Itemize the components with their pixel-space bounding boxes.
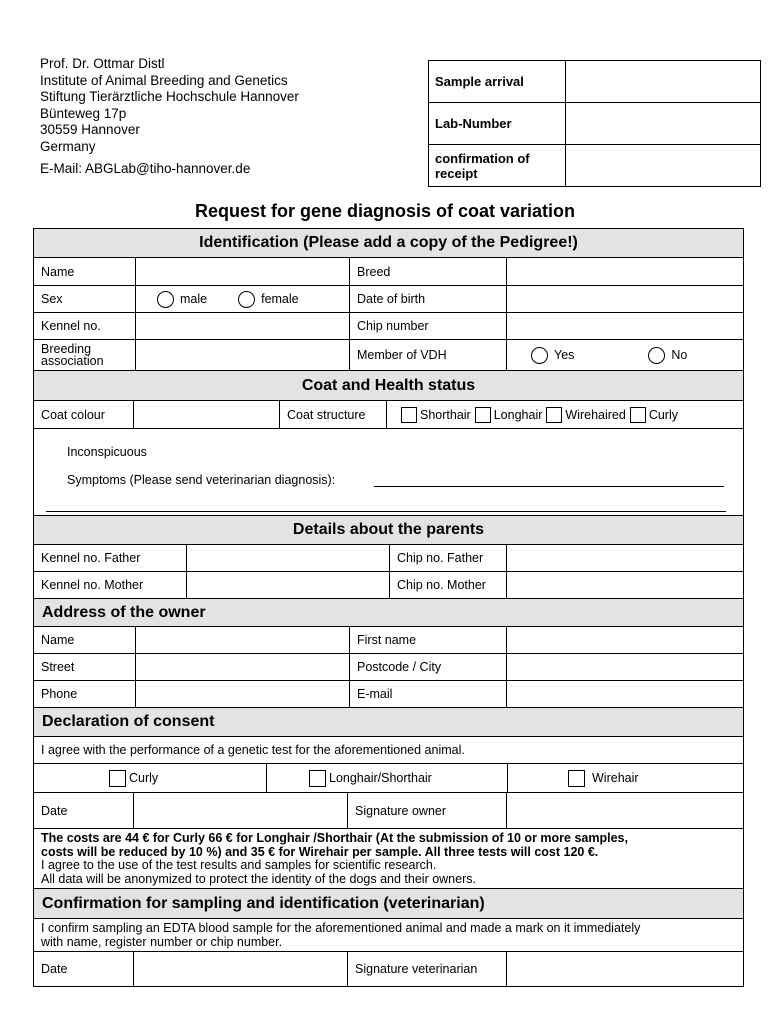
owner-first-name-label: First name <box>350 627 507 653</box>
vet-confirm-line-2: with name, register number or chip number. <box>41 935 283 949</box>
lab-box <box>428 60 761 187</box>
curly-option[interactable] <box>630 407 678 423</box>
vet-heading: Confirmation for sampling and identification (veterinarian) <box>34 889 743 919</box>
costs-note <box>34 829 743 889</box>
female-radio-icon[interactable] <box>238 291 255 308</box>
shorthair-checkbox-icon[interactable] <box>401 407 417 423</box>
chip-father-label: Chip no. Father <box>390 545 507 571</box>
coat-structure-label: Coat structure <box>280 401 387 428</box>
consent-longhair-option[interactable] <box>267 764 508 792</box>
request-form <box>33 228 744 987</box>
breeding-association-label <box>34 340 136 370</box>
parents-heading: Details about the parents <box>34 516 743 545</box>
sex-female-option[interactable] <box>238 291 299 308</box>
confirmation-receipt-label <box>429 145 566 187</box>
vet-confirmation-text <box>34 919 743 952</box>
chip-mother-field[interactable] <box>507 572 743 598</box>
kennel-mother-field[interactable] <box>187 572 390 598</box>
chip-mother-label: Chip no. Mother <box>390 572 507 598</box>
confirmation-label-line2: receipt <box>435 165 478 181</box>
date-of-birth-label: Date of birth <box>350 286 507 312</box>
owner-first-name-field[interactable] <box>507 627 743 653</box>
sender-street: Bünteweg 17p <box>40 105 127 121</box>
vdh-no-option[interactable] <box>648 347 687 364</box>
health-status-block <box>34 429 743 516</box>
sender-country: Germany <box>40 138 96 154</box>
owner-postcode-field[interactable] <box>507 654 743 680</box>
signature-owner-field[interactable] <box>507 793 743 828</box>
coat-structure-options <box>387 401 743 428</box>
member-vdh-options <box>507 340 743 370</box>
curly-checkbox-icon[interactable] <box>630 407 646 423</box>
coat-colour-label: Coat colour <box>34 401 134 428</box>
lab-number-label: Lab-Number <box>429 103 566 145</box>
sender-email: E-Mail: ABGLab@tiho-hannover.de <box>40 161 251 176</box>
sender-city: 30559 Hannover <box>40 122 140 137</box>
male-label: male <box>180 292 208 306</box>
owner-email-field[interactable] <box>507 681 743 707</box>
yes-label: Yes <box>554 348 575 362</box>
wirehaired-option[interactable] <box>546 407 625 423</box>
confirmation-receipt-field[interactable] <box>566 145 761 187</box>
consent-date-field[interactable] <box>134 793 348 828</box>
sample-arrival-label: Sample arrival <box>429 61 566 103</box>
identification-heading: Identification (Please add a copy of the Pedigree!) <box>34 229 743 258</box>
shorthair-option[interactable] <box>401 407 471 423</box>
no-radio-icon[interactable] <box>648 347 665 364</box>
owner-phone-field[interactable] <box>136 681 350 707</box>
sex-options <box>136 286 350 312</box>
lab-number-field[interactable] <box>566 103 761 145</box>
symptoms-line-1[interactable] <box>374 486 724 487</box>
sender-foundation: Stiftung Tierärztliche Hochschule Hannover <box>40 89 299 104</box>
symptoms-line-2[interactable] <box>46 511 726 512</box>
date-of-birth-field[interactable] <box>507 286 743 312</box>
confirmation-label-line1: confirmation of <box>435 150 530 166</box>
shorthair-label: Shorthair <box>420 407 471 422</box>
longhair-label: Longhair <box>493 407 543 422</box>
vet-date-label: Date <box>34 952 134 986</box>
owner-phone-label: Phone <box>34 681 136 707</box>
sex-label: Sex <box>34 286 136 312</box>
coat-health-heading: Coat and Health status <box>34 371 743 401</box>
kennel-no-field[interactable] <box>136 313 350 339</box>
breed-field[interactable] <box>507 258 743 285</box>
consent-wirehair-label: Wirehair <box>592 771 639 785</box>
agree-test-text: I agree with the performance of a genetic test for the aforementioned animal. <box>41 743 465 757</box>
vdh-yes-option[interactable] <box>531 347 574 364</box>
owner-street-label: Street <box>34 654 136 680</box>
wirehaired-label: Wirehaired <box>565 407 626 422</box>
signature-vet-label: Signature veterinarian <box>348 952 507 986</box>
sender-institute: Institute of Animal Breeding and Genetics <box>40 72 288 88</box>
wirehaired-checkbox-icon[interactable] <box>546 407 562 423</box>
document-title: Request for gene diagnosis of coat variation <box>194 201 576 221</box>
consent-curly-option[interactable] <box>34 764 267 792</box>
symptoms-label: Symptoms (Please send veterinarian diagnosis): <box>67 473 336 487</box>
kennel-father-field[interactable] <box>187 545 390 571</box>
chip-number-label: Chip number <box>350 313 507 339</box>
kennel-father-label: Kennel no. Father <box>34 545 187 571</box>
name-label: Name <box>34 258 136 285</box>
breed-label: Breed <box>350 258 507 285</box>
costs-line-2: costs will be reduced by 10 %) and 35 € for Wirehair per sample. All three tests will cost 120 €. <box>41 844 599 859</box>
consent-heading: Declaration of consent <box>34 708 743 737</box>
male-radio-icon[interactable] <box>157 291 174 308</box>
yes-radio-icon[interactable] <box>531 347 548 364</box>
signature-owner-label: Signature owner <box>348 793 507 828</box>
consent-curly-checkbox-icon[interactable] <box>109 770 126 787</box>
kennel-mother-label: Kennel no. Mother <box>34 572 187 598</box>
breeding-association-line2: association <box>41 354 104 368</box>
kennel-no-label: Kennel no. <box>34 313 136 339</box>
sender-name: Prof. Dr. Ottmar Distl <box>40 56 165 71</box>
consent-wirehair-checkbox-icon[interactable] <box>568 770 585 787</box>
consent-wirehair-option[interactable] <box>508 764 743 792</box>
chip-father-field[interactable] <box>507 545 743 571</box>
anonymized-text: All data will be anonymized to protect the identity of the dogs and their owners. <box>41 871 476 886</box>
sample-arrival-field[interactable] <box>566 61 761 103</box>
consent-longhair-checkbox-icon[interactable] <box>309 770 326 787</box>
signature-vet-field[interactable] <box>507 952 743 986</box>
sender-address <box>40 56 299 178</box>
vet-confirm-line-1: I confirm sampling an EDTA blood sample for the aforementioned animal and made a mark on it immediately <box>41 921 641 935</box>
inconspicuous-label: Inconspicuous <box>67 445 147 459</box>
owner-email-label: E-mail <box>350 681 507 707</box>
owner-name-label: Name <box>34 627 136 653</box>
longhair-checkbox-icon[interactable] <box>475 407 491 423</box>
owner-postcode-label: Postcode / City <box>350 654 507 680</box>
vet-date-field[interactable] <box>134 952 348 986</box>
consent-longhair-label: Longhair/Shorthair <box>329 771 432 785</box>
coat-colour-field[interactable] <box>134 401 280 428</box>
consent-curly-label: Curly <box>129 771 159 785</box>
no-label: No <box>671 348 688 362</box>
longhair-option[interactable] <box>475 407 543 423</box>
costs-line-1: The costs are 44 € for Curly 66 € for Longhair /Shorthair (At the submission of 10 or more samples, <box>41 831 628 845</box>
breeding-association-field[interactable] <box>136 340 350 370</box>
sex-male-option[interactable] <box>157 291 207 308</box>
chip-number-field[interactable] <box>507 313 743 339</box>
name-field[interactable] <box>136 258 350 285</box>
owner-street-field[interactable] <box>136 654 350 680</box>
owner-heading: Address of the owner <box>34 599 743 627</box>
curly-label: Curly <box>648 407 678 422</box>
research-consent-text: I agree to the use of the test results and samples for scientific research. <box>41 858 437 872</box>
breeding-association-line1: Breeding <box>41 342 92 356</box>
member-vdh-label: Member of VDH <box>350 340 507 370</box>
owner-name-field[interactable] <box>136 627 350 653</box>
female-label: female <box>261 292 299 306</box>
consent-date-label: Date <box>34 793 134 828</box>
